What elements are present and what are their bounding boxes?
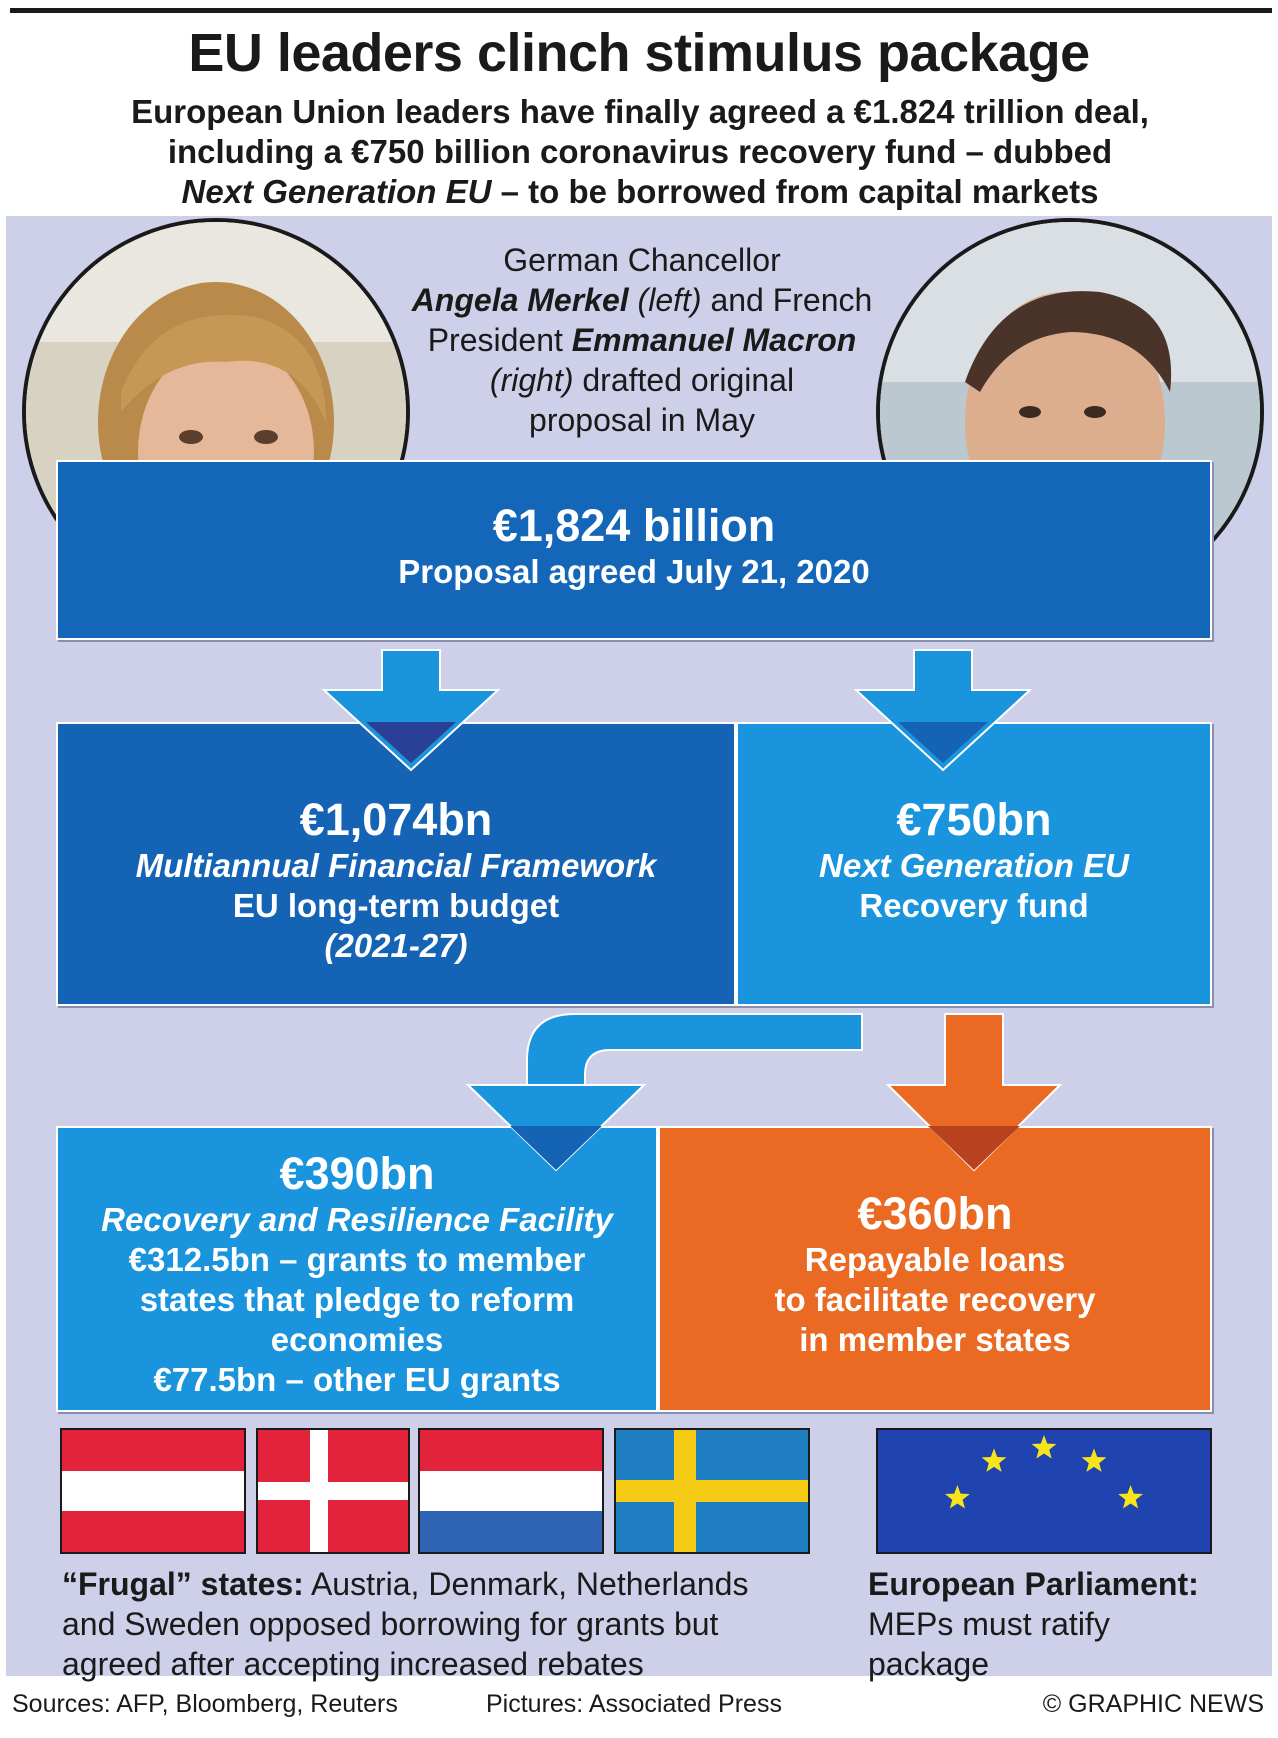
macron-name: Emmanuel Macron (571, 322, 857, 358)
caption-drafted: drafted original (573, 362, 795, 398)
mff-name: Multiannual Financial Framework (135, 847, 657, 884)
rrf-line-1: €312.5bn – grants to member (128, 1241, 586, 1278)
rrf-line-3: economies (270, 1321, 444, 1358)
subtitle-italic: Next Generation EU (181, 173, 492, 210)
frugal-line-2: and Sweden opposed borrowing for grants but (62, 1606, 719, 1642)
rrf-line-4: €77.5bn – other EU grants (153, 1361, 561, 1398)
frugal-note (62, 1564, 842, 1684)
parliament-line-1: MEPs must ratify (868, 1606, 1110, 1642)
arrow-to-ngeu-icon (856, 650, 1030, 770)
parliament-line-2: package (868, 1646, 989, 1682)
austria-flag-icon (60, 1428, 246, 1554)
loans-amount: €360bn (857, 1188, 1013, 1239)
caption-and-french: and French (701, 282, 873, 318)
netherlands-flag-icon (418, 1428, 604, 1554)
caption-line-1: German Chancellor (503, 242, 781, 278)
sweden-flag-icon (614, 1428, 810, 1554)
rrf-line-2: states that pledge to reform (139, 1281, 575, 1318)
parliament-label: European Parliament: (868, 1566, 1199, 1602)
proposal-amount: €1,824 billion (492, 500, 776, 551)
loans-line-3: in member states (799, 1321, 1071, 1358)
rrf-amount: €390bn (279, 1148, 435, 1199)
arrow-to-mff-icon (324, 650, 498, 770)
eu-flag-icon (876, 1428, 1212, 1554)
loans-line-1: Repayable loans (804, 1241, 1066, 1278)
mff-amount: €1,074bn (299, 794, 493, 845)
caption-line-5: proposal in May (529, 402, 755, 438)
parliament-note (868, 1564, 1268, 1684)
footer-sources: Sources: AFP, Bloomberg, Reuters (12, 1690, 398, 1718)
frugal-label: “Frugal” states: (62, 1566, 304, 1602)
frugal-line-1 (62, 1564, 842, 1604)
merkel-left: (left) (628, 282, 702, 318)
mff-desc: EU long-term budget (232, 887, 560, 924)
footer-pictures: Pictures: Associated Press (486, 1690, 782, 1718)
ngeu-desc: Recovery fund (859, 887, 1089, 924)
merkel-name: Angela Merkel (411, 282, 629, 318)
macron-right: (right) (489, 362, 574, 398)
subtitle-line-1: European Union leaders have finally agreed a €1.824 trillion deal, (131, 93, 1149, 130)
mff-period: (2021-27) (324, 927, 468, 964)
ngeu-amount: €750bn (896, 794, 1052, 845)
subtitle-rest: – to be borrowed from capital markets (491, 173, 1099, 210)
caption-president: President (427, 322, 572, 358)
subtitle-line-2: including a €750 billion coronavirus recovery fund – dubbed (167, 133, 1113, 170)
arrow-to-loans-icon (888, 1014, 1060, 1170)
proposal-label: Proposal agreed July 21, 2020 (398, 553, 870, 590)
page-title: EU leaders clinch stimulus package (188, 23, 1090, 83)
ngeu-name: Next Generation EU (819, 847, 1129, 884)
footer-credit: © GRAPHIC NEWS (1042, 1690, 1264, 1718)
frugal-line-3: agreed after accepting increased rebates (62, 1646, 644, 1682)
arrow-to-rrf-icon (468, 1014, 862, 1170)
denmark-flag-icon (256, 1428, 410, 1554)
frugal-text-1: Austria, Denmark, Netherlands (303, 1566, 749, 1602)
rrf-name: Recovery and Resilience Facility (101, 1201, 613, 1238)
loans-line-2: to facilitate recovery (774, 1281, 1096, 1318)
